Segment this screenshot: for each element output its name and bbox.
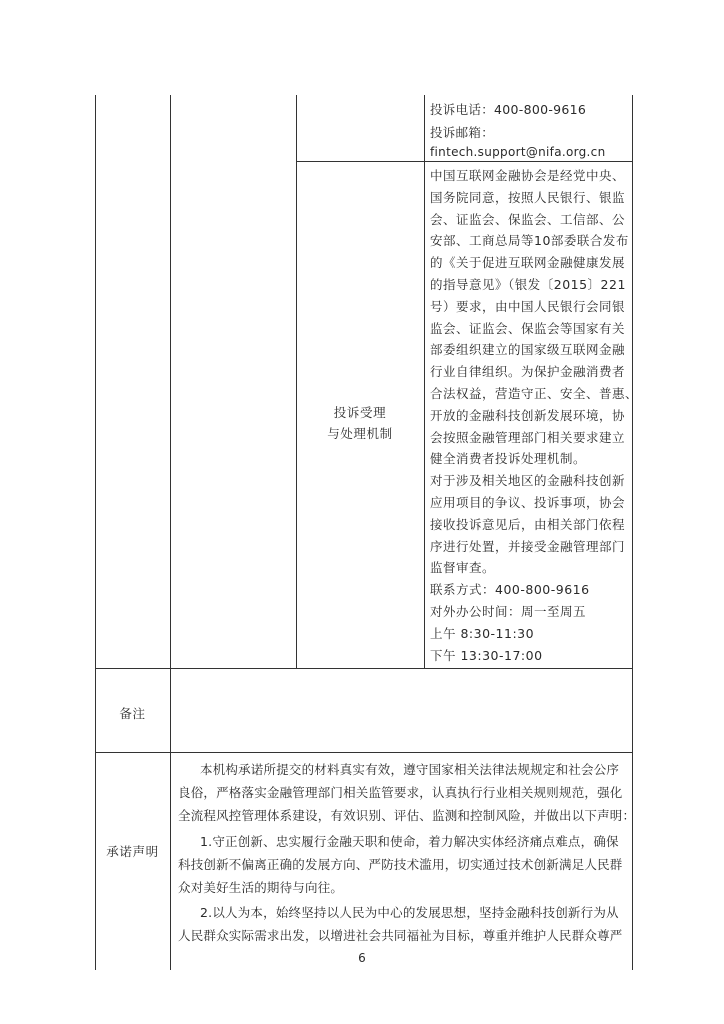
mechanism-line: 的指导意见》（银发〔2015〕221 [430, 277, 626, 292]
mechanism-line: 序进行处置，并接受金融管理部门 [430, 538, 626, 554]
mechanism-line: 监督审查。 [430, 560, 496, 576]
mechanism-line: 号）要求，由中国人民银行会同银 [430, 298, 626, 314]
table-border-right [632, 95, 633, 970]
commitment-line: 人民群众实际需求出发，以增进社会共同福祉为目标，尊重并维护人民群众尊严 [178, 928, 623, 943]
column-divider-2 [296, 95, 297, 668]
mechanism-line: 对外办公时间：周一至周五 [430, 604, 587, 619]
commitment-line: 众对美好生活的期待与向往。 [178, 880, 344, 895]
commitment-line: 1.守正创新、忠实履行金融天职和使命，着力解决实体经济痛点难点，确保 [200, 834, 619, 849]
mechanism-line: 对于涉及相关地区的金融科技创新 [430, 473, 626, 489]
complaint-phone-text: 投诉电话：400-800-9616 [430, 102, 587, 117]
mechanism-line: 监会、证监会、保监会等国家有关 [430, 320, 626, 336]
commitment-line: 2.以人为本，始终坚持以人民为中心的发展思想，坚持金融科技创新行为从 [200, 905, 619, 920]
complaint-email-value: fintech.support@nifa.org.cn [430, 145, 606, 159]
mechanism-label-line2: 与处理机制 [327, 426, 393, 441]
remarks-label: 备注 [119, 706, 146, 721]
mechanism-line: 行业自律组织。为保护金融消费者 [430, 364, 626, 380]
row-divider-remarks-bottom [95, 752, 633, 753]
mechanism-line: 开放的金融科技创新发展环境，协 [430, 407, 626, 423]
mechanism-line: 的《关于促进互联网金融健康发展 [430, 255, 626, 271]
mechanism-line: 下午 13:30-17:00 [430, 647, 543, 663]
commitment-label: 承诺声明 [106, 844, 159, 859]
mechanism-line: 健全消费者投诉处理机制。 [430, 451, 587, 467]
page-number: 6 [358, 951, 366, 965]
mechanism-line: 应用项目的争议、投诉事项，协会 [430, 495, 626, 510]
mechanism-line: 会按照金融管理部门相关要求建立 [430, 429, 626, 445]
mechanism-line: 上午 8:30-11:30 [430, 625, 535, 641]
mechanism-line: 中国互联网金融协会是经党中央、 [430, 168, 626, 183]
mechanism-line: 合法权益，营造守正、安全、普惠、 [430, 386, 639, 401]
row-divider-contact [296, 161, 633, 162]
mechanism-line: 安部、工商总局等10部委联合发布 [430, 233, 629, 249]
commitment-line: 良俗，严格落实金融管理部门相关监管要求，认真执行行业相关规则规范，强化 [178, 785, 623, 800]
mechanism-line: 国务院同意，按照人民银行、银监 [430, 189, 626, 205]
commitment-line: 本机构承诺所提交的材料真实有效，遵守国家相关法律法规规定和社会公序 [200, 762, 620, 777]
mechanism-line: 部委组织建立的国家级互联网金融 [430, 342, 626, 358]
complaint-email-label: 投诉邮箱： [430, 125, 495, 140]
mechanism-line: 接收投诉意见后，由相关部门依程 [430, 516, 626, 532]
commitment-line: 全流程风控管理体系建设，有效识别、评估、监测和控制风险，并做出以下声明： [178, 808, 636, 823]
table-border-left [95, 95, 96, 970]
column-divider-1 [170, 95, 171, 970]
mechanism-label-line1: 投诉受理 [333, 405, 387, 420]
mechanism-label [296, 402, 424, 444]
row-divider-remarks-top [95, 668, 633, 669]
commitment-line: 科技创新不偏离正确的发展方向、严防技术滥用，切实通过技术创新满足人民群 [178, 857, 623, 872]
column-divider-3 [424, 95, 425, 668]
mechanism-line: 会、证监会、保监会、工信部、公 [430, 211, 626, 227]
mechanism-line: 联系方式：400-800-9616 [430, 582, 590, 598]
